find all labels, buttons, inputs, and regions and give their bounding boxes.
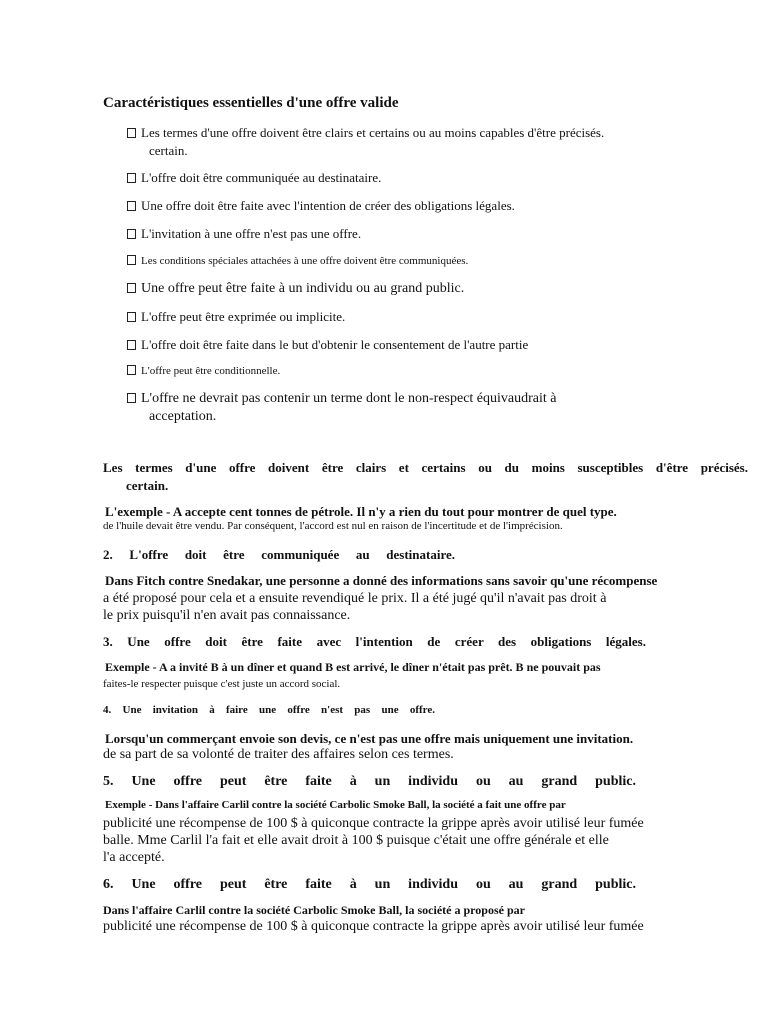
section-heading: 5. Une offre peut être faite à un individu ou au grand public. <box>103 774 636 789</box>
bullet-item: L'offre peut être exprimée ou implicite. <box>127 309 345 325</box>
body-text: Dans l'affaire Carlil contre la société Carbolic Smoke Ball, la société a proposé par <box>103 903 525 917</box>
body-text: balle. Mme Carlil l'a fait et elle avait droit à 100 $ puisque c'était une offre générale et elle <box>103 833 609 848</box>
example-text: Exemple - Dans l'affaire Carlil contre la société Carbolic Smoke Ball, la société a fait une offre par <box>105 799 566 811</box>
checkbox-glyph-icon <box>127 128 136 138</box>
body-text: Dans Fitch contre Snedakar, une personne a donné des informations sans savoir qu'une récompense <box>105 573 658 588</box>
body-text: Lorsqu'un commerçant envoie son devis, ce n'est pas une offre mais uniquement une invitation. <box>105 731 634 746</box>
example-text: L'exemple - A accepte cent tonnes de pétrole. Il n'y a rien du tout pour montrer de quel type. <box>105 504 617 519</box>
bullet-item: Les conditions spéciales attachées à une offre doivent être communiquées. <box>127 255 468 267</box>
example-text: faites-le respecter puisque c'est juste un accord social. <box>103 678 341 690</box>
bullet-continuation: certain. <box>149 143 188 158</box>
checkbox-glyph-icon <box>127 340 136 350</box>
bullet-item: L'offre doit être faite dans le but d'obtenir le consentement de l'autre partie <box>127 337 528 353</box>
body-text: le prix puisqu'il n'en avait pas connaissance. <box>103 608 351 623</box>
example-text: de l'huile devait être vendu. Par conséquent, l'accord est nul en raison de l'incertitude et de l'imprécision. <box>103 520 563 532</box>
checkbox-glyph-icon <box>127 365 136 375</box>
checkbox-glyph-icon <box>127 283 136 293</box>
page-title: Caractéristiques essentielles d'une offre valide <box>103 95 399 111</box>
section-heading: 6. Une offre peut être faite à un individu ou au grand public. <box>103 877 636 892</box>
bullet-item: L'offre peut être conditionnelle. <box>127 365 280 377</box>
section-heading: Les termes d'une offre doivent être clairs et certains ou du moins susceptibles d'être précisés. <box>103 460 748 475</box>
bullet-item: L'offre ne devrait pas contenir un terme dont le non-respect équivaudrait à <box>127 391 557 407</box>
checkbox-glyph-icon <box>127 255 136 265</box>
checkbox-glyph-icon <box>127 393 136 403</box>
bullet-item: Une offre doit être faite avec l'intention de créer des obligations légales. <box>127 198 515 214</box>
bullet-item: L'invitation à une offre n'est pas une offre. <box>127 226 361 242</box>
body-text: publicité une récompense de 100 $ à quiconque contracte la grippe après avoir utilisé leur fumée <box>103 919 644 934</box>
body-text: publicité une récompense de 100 $ à quiconque contracte la grippe après avoir utilisé leur fumée <box>103 816 644 831</box>
bullet-item: Une offre peut être faite à un individu ou au grand public. <box>127 281 464 297</box>
example-text: Exemple - A a invité B à un dîner et quand B est arrivé, le dîner n'était pas prêt. B ne pouvait pas <box>105 660 601 674</box>
body-text: l'a accepté. <box>103 850 165 865</box>
section-heading: 3. Une offre doit être faite avec l'intention de créer des obligations légales. <box>103 634 646 649</box>
checkbox-glyph-icon <box>127 201 136 211</box>
bullet-item: L'offre doit être communiquée au destinataire. <box>127 170 381 186</box>
section-heading-continuation: certain. <box>126 478 169 493</box>
checkbox-glyph-icon <box>127 173 136 183</box>
bullet-continuation: acceptation. <box>149 409 217 424</box>
checkbox-glyph-icon <box>127 312 136 322</box>
checkbox-glyph-icon <box>127 229 136 239</box>
section-heading: 2. L'offre doit être communiquée au destinataire. <box>103 547 455 562</box>
body-text: de sa part de sa volonté de traiter des affaires selon ces termes. <box>103 747 454 762</box>
body-text: a été proposé pour cela et a ensuite revendiqué le prix. Il a été jugé qu'il n'avait pas droit à <box>103 591 607 606</box>
section-heading: 4. Une invitation à faire une offre n'est pas une offre. <box>103 704 435 716</box>
bullet-item: Les termes d'une offre doivent être clairs et certains ou au moins capables d'être précisés. <box>127 125 604 141</box>
